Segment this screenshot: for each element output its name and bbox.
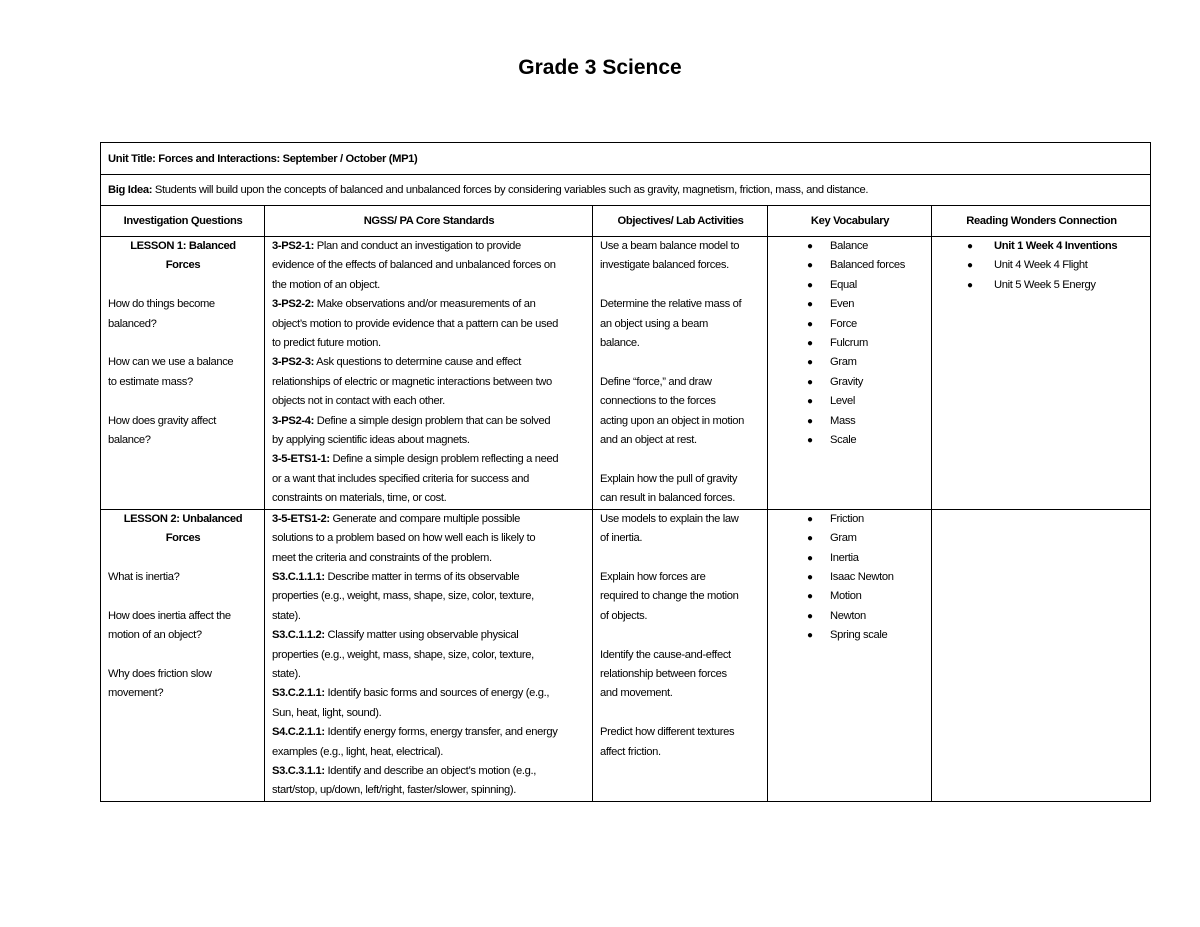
lesson-1-reading-cell [932, 237, 1151, 510]
standard-item: 3-PS2-4: Define a simple design problem that can be solved [272, 414, 551, 427]
lesson-1-question-cont: to estimate mass? [108, 375, 193, 388]
vocabulary-item: ● Force [775, 315, 925, 334]
objective-text: Use models to explain the law [600, 512, 739, 525]
unit-title-row [101, 143, 1151, 175]
objective-text: can result in balanced forces. [600, 492, 736, 505]
bullet-icon: ● [967, 241, 973, 252]
header-key-vocabulary: Key Vocabulary [768, 206, 932, 237]
lesson-2-question: What is inertia? [108, 570, 180, 583]
lesson-1-objectives-cell [593, 237, 768, 510]
standard-item: S3.C.2.1.1: Identify basic forms and sources of energy (e.g., [272, 687, 550, 700]
vocabulary-item: ● Friction [775, 510, 925, 529]
unit-title-label: Unit Title: [108, 152, 156, 165]
header-reading-wonders: Reading Wonders Connection [932, 206, 1151, 237]
reading-list [939, 237, 1144, 295]
vocabulary-item: ● Inertia [775, 549, 925, 568]
lesson-2-row [101, 509, 1151, 801]
bullet-icon: ● [807, 357, 813, 369]
lesson-1-question-cont: balance? [108, 434, 151, 447]
standard-item: 3-5-ETS1-2: Generate and compare multiple possible [272, 512, 521, 525]
vocabulary-item: ● Scale [775, 431, 925, 450]
lesson-1-question: How do things become [108, 298, 215, 311]
vocabulary-list [775, 510, 925, 646]
vocabulary-list [775, 237, 925, 450]
objective-text: Use a beam balance model to [600, 240, 740, 252]
objective-text: relationship between forces [600, 667, 727, 680]
standard-text: evidence of the effects of balanced and unbalanced forces on [272, 259, 556, 272]
objective-text: acting upon an object in motion [600, 414, 745, 427]
objective-text: and movement. [600, 687, 673, 700]
lesson-2-questions-cell [101, 509, 265, 801]
vocabulary-item: ● Gram [775, 353, 925, 372]
standard-text: the motion of an object. [272, 278, 380, 291]
objective-text: Explain how the pull of gravity [600, 472, 738, 485]
standard-text: examples (e.g., light, heat, electrical). [272, 745, 443, 758]
reading-item: ● Unit 1 Week 4 Inventions [939, 237, 1144, 256]
objective-text: and an object at rest. [600, 434, 697, 447]
lesson-1-question-cont: balanced? [108, 317, 157, 330]
vocabulary-item: ● Even [775, 295, 925, 314]
objective-text: affect friction. [600, 745, 661, 758]
lesson-2-question: Why does friction slow [108, 667, 212, 680]
header-investigation-questions: Investigation Questions [101, 206, 265, 237]
lesson-1-question: How can we use a balance [108, 356, 234, 369]
standard-text: relationships of electric or magnetic interactions between two [272, 375, 552, 388]
standard-text: solutions to a problem based on how well each is likely to [272, 532, 536, 545]
objective-text: balance. [600, 337, 640, 350]
standards-cell-bottom [265, 509, 593, 801]
vocabulary-item: ● Gram [775, 529, 925, 548]
standard-text: or a want that includes specified criteria for success and [272, 472, 530, 485]
standard-item: S3.C.1.1.2: Classify matter using observable physical [272, 629, 519, 642]
standard-item: 3-PS2-2: Make observations and/or measurements of an [272, 298, 536, 311]
bullet-icon: ● [807, 630, 813, 642]
reading-item: ● Unit 4 Week 4 Flight [939, 256, 1144, 275]
vocabulary-item: ● Mass [775, 412, 925, 431]
bullet-icon: ● [807, 279, 813, 291]
standard-item: 3-PS2-1: Plan and conduct an investigation to provide [272, 240, 521, 252]
lesson-2-question-cont: motion of an object? [108, 629, 202, 642]
standard-text: start/stop, up/down, left/right, faster/slower, spinning). [272, 784, 516, 797]
lesson-2-title: LESSON 2: Unbalanced [123, 512, 243, 525]
objective-text: an object using a beam [600, 317, 708, 330]
vocabulary-item: ● Newton [775, 607, 925, 626]
lesson-2-question: How does inertia affect the [108, 609, 231, 622]
vocabulary-item: ● Spring scale [775, 626, 925, 645]
bullet-icon: ● [807, 376, 813, 388]
lesson-1-title-line2: Forces [165, 259, 201, 272]
standard-text: Sun, heat, light, sound). [272, 706, 382, 719]
lesson-1-row [101, 237, 1151, 510]
objective-text: Define “force,” and draw [600, 375, 712, 388]
standard-item: S3.C.3.1.1: Identify and describe an object’s motion (e.g., [272, 764, 536, 777]
vocabulary-item: ● Balance [775, 237, 925, 256]
big-idea-label: Big Idea: [108, 184, 153, 196]
bullet-icon: ● [807, 591, 813, 603]
standard-text: properties (e.g., weight, mass, shape, size, color, texture, [272, 648, 534, 661]
bullet-icon: ● [807, 435, 813, 447]
standard-text: object’s motion to provide evidence that a pattern can be used [272, 317, 558, 330]
vocabulary-item: ● Gravity [775, 373, 925, 392]
bullet-icon: ● [807, 241, 813, 252]
bullet-icon: ● [807, 260, 813, 272]
objective-text: of objects. [600, 609, 648, 622]
lesson-2-reading-cell [932, 509, 1151, 801]
bullet-icon: ● [807, 396, 813, 408]
objective-text: of inertia. [600, 532, 643, 545]
objective-text: investigate balanced forces. [600, 259, 729, 272]
standard-item: S3.C.1.1.1: Describe matter in terms of its observable [272, 570, 520, 583]
standard-text: state). [272, 609, 301, 622]
bullet-icon: ● [807, 299, 813, 311]
bullet-icon: ● [967, 279, 973, 291]
lesson-1-vocabulary-cell [768, 237, 932, 510]
objective-text: connections to the forces [600, 395, 716, 408]
objective-text: required to change the motion [600, 590, 739, 603]
objective-text: Determine the relative mass of [600, 298, 742, 311]
objective-text: Predict how different textures [600, 726, 735, 739]
bullet-icon: ● [807, 571, 813, 583]
objective-text: Explain how forces are [600, 570, 706, 583]
bullet-icon: ● [807, 533, 813, 545]
bullet-icon: ● [967, 260, 973, 272]
objective-text: Identify the cause-and-effect [600, 648, 731, 661]
vocabulary-item: ● Equal [775, 276, 925, 295]
lesson-2-objectives-cell [593, 509, 768, 801]
vocabulary-item: ● Isaac Newton [775, 568, 925, 587]
standard-text: to predict future motion. [272, 337, 381, 350]
header-standards: NGSS/ PA Core Standards [265, 206, 593, 237]
vocabulary-item: ● Fulcrum [775, 334, 925, 353]
standards-cell-top [265, 237, 593, 510]
vocabulary-item: ● Balanced forces [775, 256, 925, 275]
lesson-2-question-cont: movement? [108, 687, 164, 700]
unit-title-value: Forces and Interactions: September / October (MP1) [155, 152, 418, 165]
lesson-1-title: LESSON 1: Balanced [130, 240, 236, 252]
standard-text: properties (e.g., weight, mass, shape, size, color, texture, [272, 590, 534, 603]
bullet-icon: ● [807, 552, 813, 564]
vocabulary-item: ● Motion [775, 587, 925, 606]
big-idea-row [101, 175, 1151, 206]
lesson-2-vocabulary-cell [768, 509, 932, 801]
bullet-icon: ● [807, 338, 813, 350]
lesson-1-question: How does gravity affect [108, 414, 217, 427]
lesson-1-questions-cell [101, 237, 265, 510]
lesson-2-title-line2: Forces [165, 532, 201, 545]
header-row [101, 206, 1151, 237]
standard-item: 3-PS2-3: Ask questions to determine cause and effect [272, 356, 522, 369]
standard-text: constraints on materials, time, or cost. [272, 492, 447, 505]
curriculum-table [100, 142, 1151, 802]
vocabulary-item: ● Level [775, 392, 925, 411]
page-title: Grade 3 Science [518, 56, 682, 79]
standard-text: state). [272, 667, 301, 680]
header-objectives: Objectives/ Lab Activities [593, 206, 768, 237]
standard-text: meet the criteria and constraints of the problem. [272, 551, 492, 564]
bullet-icon: ● [807, 610, 813, 622]
standard-item: S4.C.2.1.1: Identify energy forms, energy transfer, and energy [272, 726, 558, 739]
reading-item: ● Unit 5 Week 5 Energy [939, 276, 1144, 295]
bullet-icon: ● [807, 513, 813, 525]
bullet-icon: ● [807, 318, 813, 330]
standard-text: objects not in contact with each other. [272, 395, 445, 408]
big-idea-text: Students will build upon the concepts of balanced and unbalanced forces by considering variables such as gravity, magnetism, friction, mass, and distance. [152, 184, 869, 196]
bullet-icon: ● [807, 415, 813, 427]
standard-item: 3-5-ETS1-1: Define a simple design problem reflecting a need [272, 453, 559, 466]
standard-text: by applying scientific ideas about magnets. [272, 434, 470, 447]
